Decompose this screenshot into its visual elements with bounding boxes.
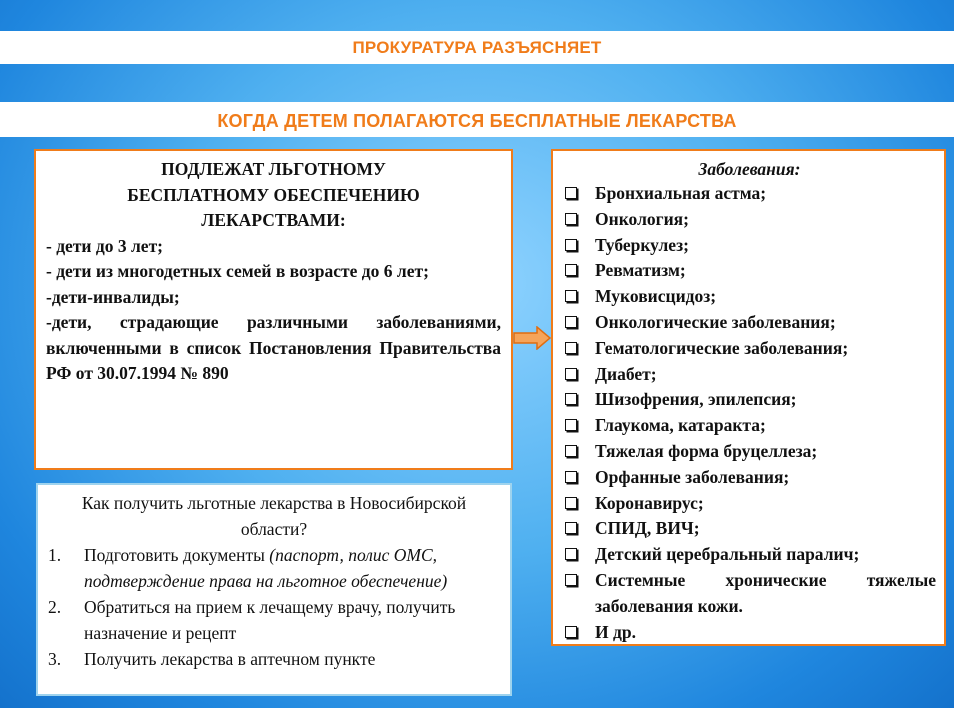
step-text: Подготовить документы (84, 545, 265, 565)
howto-step (48, 646, 500, 672)
checkbox-bullet-icon (565, 368, 577, 380)
disease-item (563, 491, 936, 517)
checkbox-bullet-icon (565, 419, 577, 431)
howto-title: Как получить льготные лекарства в Новосибирской области? (81, 493, 467, 539)
disease-item (563, 336, 936, 362)
header-band-prosecutor (0, 31, 954, 64)
checkbox-bullet-icon (565, 522, 577, 534)
disease-item (563, 362, 936, 388)
disease-label: Онкология; (595, 208, 689, 229)
howto-step (48, 542, 500, 594)
disease-item (563, 568, 936, 620)
disease-item (563, 207, 936, 233)
disease-label: Системные хронические тяжелые заболевания кожи. (595, 569, 936, 616)
disease-item (563, 284, 936, 310)
disease-label: Шизофрения, эпилепсия; (595, 389, 797, 410)
disease-label: Орфанные заболевания; (595, 466, 790, 487)
disease-label: Гематологические заболевания; (595, 337, 849, 358)
checkbox-bullet-icon (565, 393, 577, 405)
howto-step (48, 594, 500, 646)
disease-label: СПИД, ВИЧ; (595, 518, 700, 539)
disease-label: Туберкулез; (595, 234, 689, 255)
disease-item (563, 310, 936, 336)
disease-item (563, 233, 936, 259)
step-number: 3. (48, 649, 62, 669)
checkbox-bullet-icon (565, 342, 577, 354)
disease-item (563, 542, 936, 568)
disease-item (563, 465, 936, 491)
disease-label: Тяжелая форма бруцеллеза; (595, 440, 818, 461)
disease-item (563, 620, 936, 646)
checkbox-bullet-icon (565, 471, 577, 483)
checkbox-bullet-icon (565, 239, 577, 251)
step-text-wrap (84, 542, 500, 594)
disease-item (563, 413, 936, 439)
disease-label: Онкологические заболевания; (595, 311, 836, 332)
eligible-box (34, 149, 513, 470)
step-note: (паспорт, полис ОМС, подтверждение права на льготное обеспечение) (84, 545, 448, 591)
disease-item (563, 516, 936, 542)
step-number: 2. (48, 597, 62, 617)
eligible-title: ПОДЛЕЖАТ ЛЬГОТНОМУ БЕСПЛАТНОМУ ОБЕСПЕЧЕНИЮ ЛЕКАРСТВАМИ: (127, 159, 420, 230)
checkbox-bullet-icon (565, 574, 577, 586)
disease-item (563, 439, 936, 465)
disease-label: Коронавирус; (595, 492, 704, 513)
arrow-right-icon (513, 326, 551, 350)
header-band-subtitle (0, 102, 954, 137)
eligible-item: -дети, страдающие различными заболеваниями, включенными в список Постановления Правительства РФ от 30.07.1994 № 890 (46, 312, 501, 383)
disease-item (563, 181, 936, 207)
checkbox-bullet-icon (565, 264, 577, 276)
header-title: ПРОКУРАТУРА РАЗЪЯСНЯЕТ (352, 38, 602, 57)
disease-label: Детский церебральный паралич; (595, 544, 860, 565)
step-text: Получить лекарства в аптечном пункте (84, 649, 376, 669)
checkbox-bullet-icon (565, 626, 577, 638)
disease-label: Бронхиальная астма; (595, 183, 767, 203)
disease-label: Глаукома, катаракта; (595, 415, 766, 436)
eligible-item: -дети-инвалиды; (46, 286, 180, 307)
disease-label: Муковисцидоз; (595, 286, 717, 307)
disease-label: Диабет; (595, 363, 657, 384)
checkbox-bullet-icon (565, 213, 577, 225)
step-text: Обратиться на прием к лечащему врачу, получить назначение и рецепт (84, 597, 456, 643)
step-text-wrap (84, 594, 500, 646)
checkbox-bullet-icon (565, 316, 577, 328)
checkbox-bullet-icon (565, 290, 577, 302)
checkbox-bullet-icon (565, 548, 577, 560)
disease-item (563, 258, 936, 284)
header-subtitle: КОГДА ДЕТЕМ ПОЛАГАЮТСЯ БЕСПЛАТНЫЕ ЛЕКАРСТВА (217, 111, 737, 131)
disease-label: Ревматизм; (595, 260, 686, 281)
checkbox-bullet-icon (565, 187, 577, 199)
eligible-item: - дети до 3 лет; (46, 235, 163, 256)
howto-steps (48, 542, 500, 672)
disease-label: И др. (595, 621, 636, 642)
checkbox-bullet-icon (565, 445, 577, 457)
step-text-wrap (84, 646, 500, 672)
howto-box (36, 483, 512, 696)
diseases-list (563, 181, 936, 645)
diseases-title: Заболевания: (698, 159, 801, 179)
diseases-box (551, 149, 946, 646)
step-number: 1. (48, 545, 62, 565)
eligible-item: - дети из многодетных семей в возрасте до 6 лет; (46, 261, 429, 281)
checkbox-bullet-icon (565, 497, 577, 509)
disease-item (563, 387, 936, 413)
